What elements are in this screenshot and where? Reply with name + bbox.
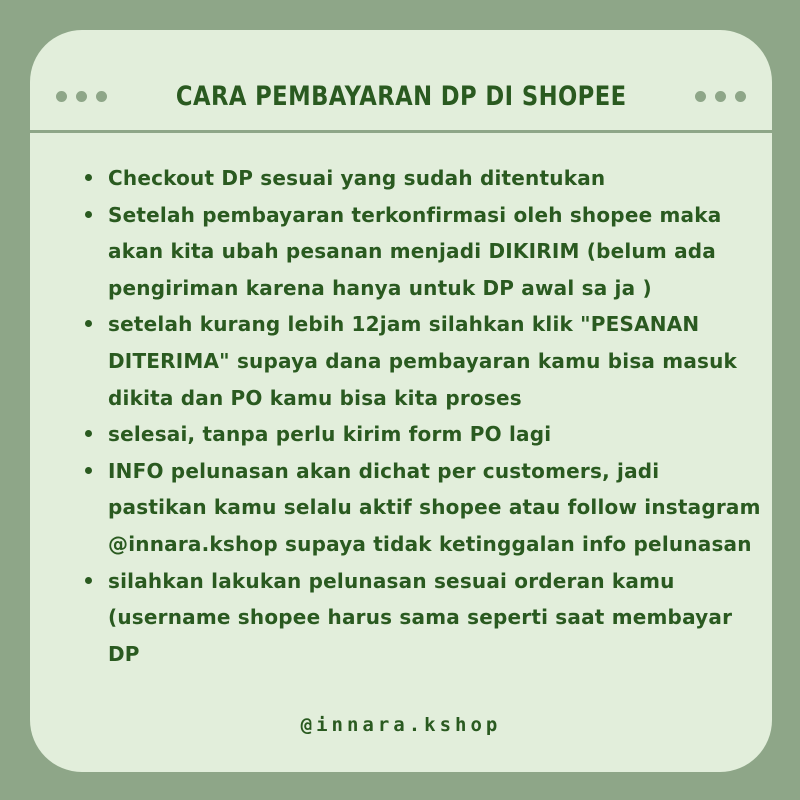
- dot-icon: [715, 91, 726, 102]
- dot-icon: [695, 91, 706, 102]
- step-text: INFO pelunasan akan dichat per customers, jadi pastikan kamu selalu aktif shopee atau follow instagram @innara.kshop supaya tidak ketinggalan info pelunasan: [108, 458, 761, 556]
- bullet-icon: [85, 467, 92, 474]
- decorative-dots-left: [56, 91, 107, 102]
- list-item: [82, 563, 762, 673]
- title-divider: [30, 130, 772, 133]
- bullet-icon: [85, 211, 92, 218]
- info-card: [30, 30, 772, 772]
- instagram-handle: @innara.kshop: [300, 714, 502, 736]
- list-item: [82, 197, 762, 307]
- steps-section: [82, 160, 762, 672]
- bullet-icon: [85, 430, 92, 437]
- list-item: [82, 416, 762, 453]
- step-text: silahkan lakukan pelunasan sesuai orderan kamu (username shopee harus sama seperti saat membayar DP: [108, 568, 733, 666]
- list-item: [82, 160, 762, 197]
- decorative-dots-right: [695, 91, 746, 102]
- list-item: [82, 306, 762, 416]
- bullet-icon: [85, 577, 92, 584]
- dot-icon: [76, 91, 87, 102]
- step-text: selesai, tanpa perlu kirim form PO lagi: [108, 422, 552, 447]
- dot-icon: [735, 91, 746, 102]
- step-text: Checkout DP sesuai yang sudah ditentukan: [108, 166, 606, 190]
- step-text: setelah kurang lebih 12jam silahkan klik "PESANAN DITERIMA" supaya dana pembayaran kamu bisa masuk dikita dan PO kamu bisa kita proses: [108, 312, 738, 410]
- bullet-icon: [85, 174, 92, 181]
- list-item: [82, 453, 762, 563]
- step-text: Setelah pembayaran terkonfirmasi oleh shopee maka akan kita ubah pesanan menjadi DIKIRIM (belum ada pengiriman karena hanya untuk DP awal sa ja ): [108, 202, 722, 300]
- page-title: CARA PEMBAYARAN DP DI SHOPEE: [175, 80, 627, 112]
- dot-icon: [56, 91, 67, 102]
- steps-list: [82, 160, 762, 672]
- bullet-icon: [85, 320, 92, 327]
- title-row: [30, 76, 772, 116]
- dot-icon: [96, 91, 107, 102]
